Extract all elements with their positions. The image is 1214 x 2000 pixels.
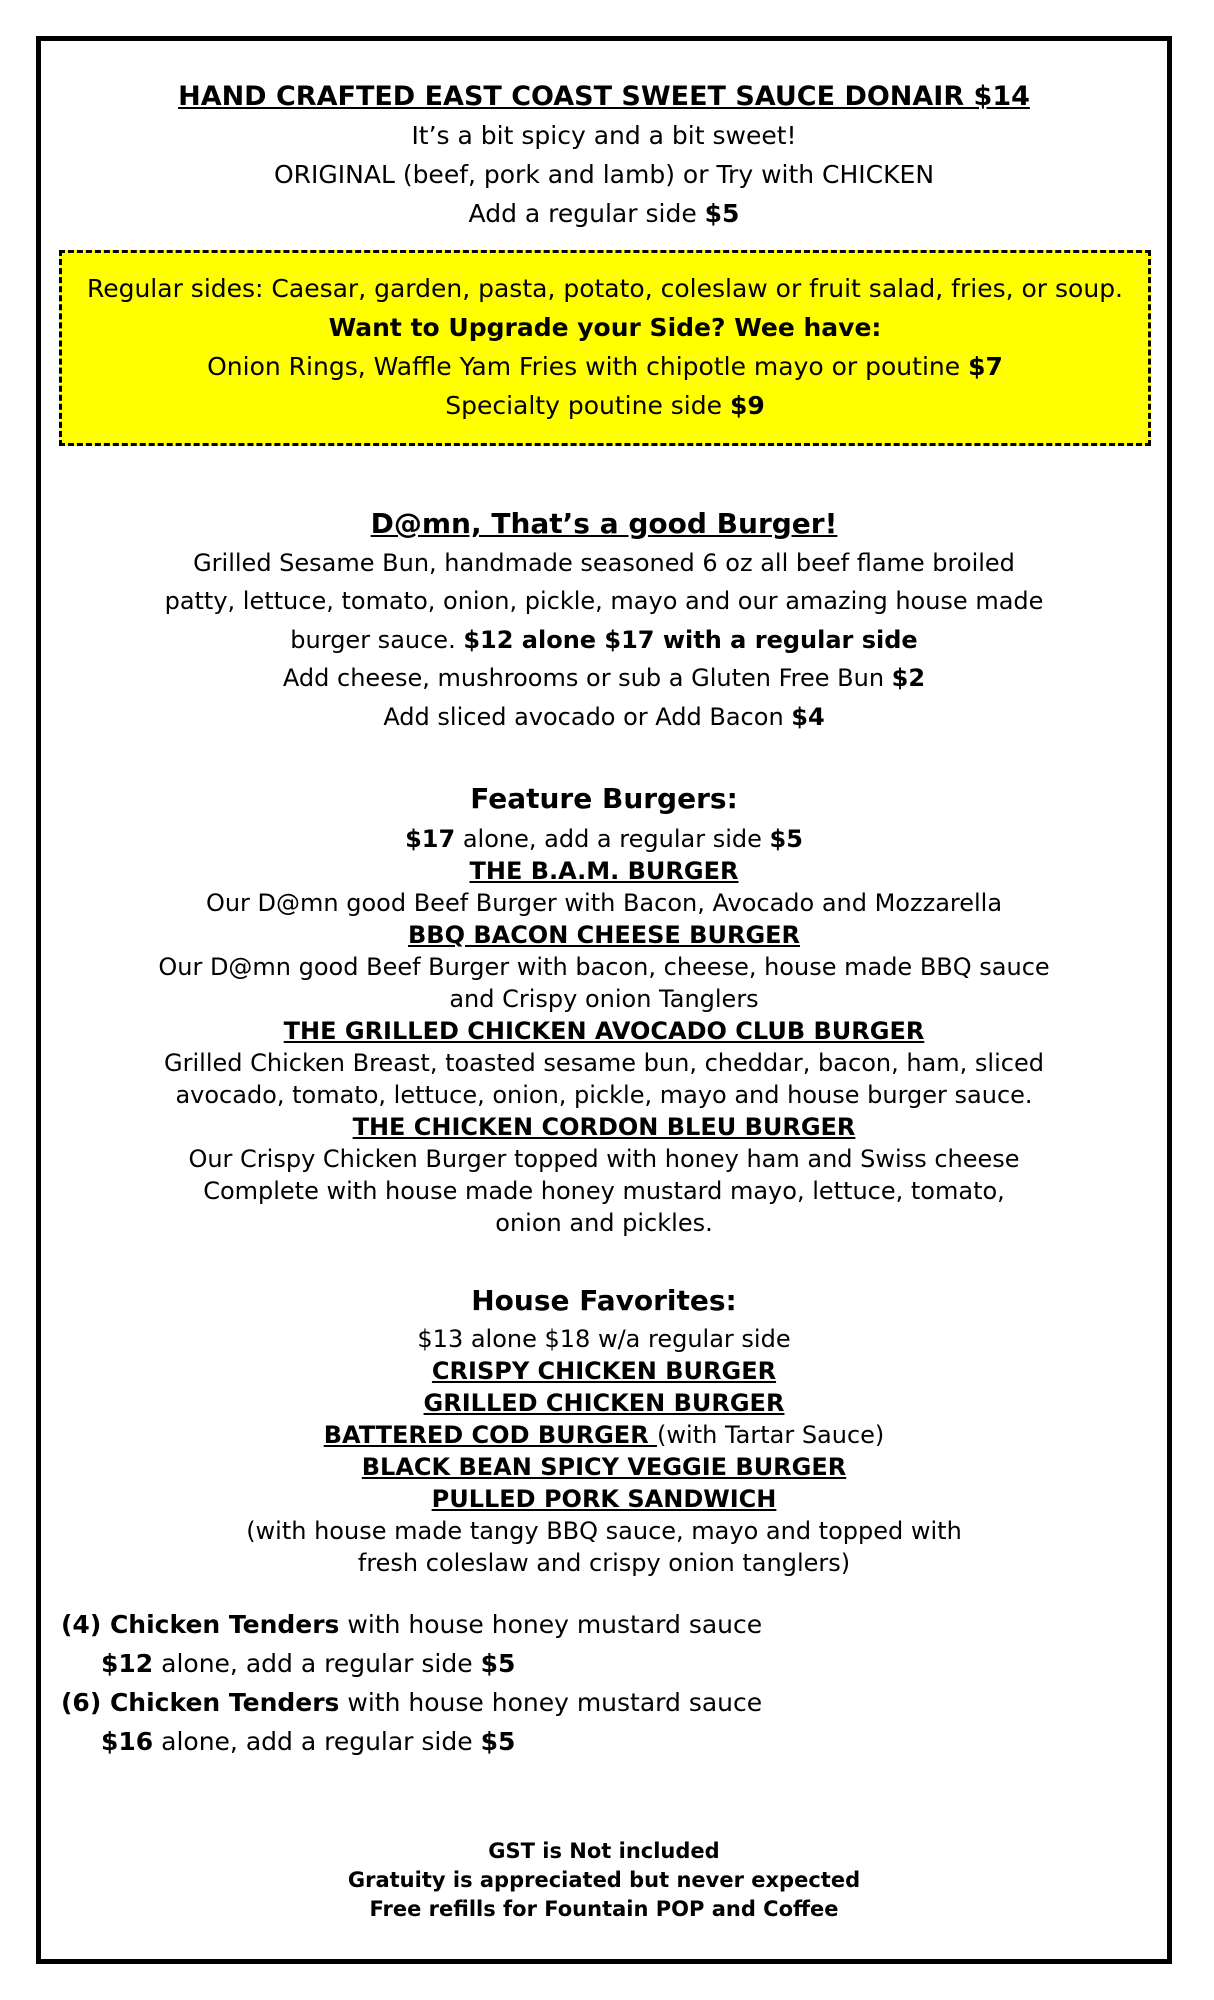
upgrade-price: $7: [968, 352, 1003, 381]
house-item-cod: BATTERED COD BURGER: [323, 1421, 658, 1449]
tenders-4-name: (4) Chicken Tenders: [61, 1610, 340, 1639]
feature-burgers-section: [41, 779, 1167, 1239]
menu-frame: [36, 36, 1172, 1964]
house-item-grilled-chicken: GRILLED CHICKEN BURGER: [423, 1389, 785, 1417]
feature-item-desc: Our Crispy Chicken Burger topped with honey ham and Swiss cheese: [188, 1145, 1020, 1173]
donair-section: [41, 77, 1167, 233]
regular-sides-text: Regular sides: Caesar, garden, pasta, potato, coleslaw or fruit salad, fries, or soup.: [86, 274, 1124, 303]
specialty-price: $9: [729, 391, 765, 420]
tenders-6-price: $16: [101, 1727, 154, 1756]
burger-price: $12 alone $17 with a regular side: [463, 625, 918, 654]
tenders-6-side-text: alone, add a regular side: [153, 1727, 481, 1756]
house-item-cod-note: (with Tartar Sauce): [657, 1421, 885, 1449]
burger-addon-1: [41, 659, 1167, 698]
upgrade-line: [62, 347, 1148, 386]
footer-gst: GST is Not included: [488, 1839, 720, 1863]
burger-addon-2: [41, 698, 1167, 737]
donair-side-line: [41, 194, 1167, 233]
feature-side-price: $5: [769, 825, 803, 853]
tenders-6-price-line: [61, 1722, 762, 1761]
tenders-4-desc: with house honey mustard sauce: [339, 1610, 763, 1639]
house-price-line: $13 alone $18 w/a regular side: [417, 1325, 791, 1353]
house-item-crispy-chicken: CRISPY CHICKEN BURGER: [431, 1357, 777, 1385]
feature-item-desc: and Crispy onion Tanglers: [449, 985, 759, 1013]
donair-side-price: $5: [704, 199, 740, 228]
burger-desc-2: patty, lettuce, tomato, onion, pickle, mayo and our amazing house made: [164, 587, 1044, 615]
tenders-4-side-price: $5: [480, 1649, 516, 1678]
tenders-4-line: [61, 1605, 762, 1644]
tenders-6-side-price: $5: [480, 1727, 516, 1756]
upgrade-heading: Want to Upgrade your Side? Wee have:: [328, 313, 882, 342]
specialty-text: Specialty poutine side: [445, 391, 730, 420]
donair-tagline: It’s a bit spicy and a bit sweet!: [411, 121, 797, 150]
footer-refills: Free refills for Fountain POP and Coffee: [369, 1897, 839, 1921]
feature-item-desc: onion and pickles.: [495, 1209, 713, 1237]
feature-price-line: [41, 823, 1167, 855]
sides-box: [59, 250, 1151, 446]
house-item-cod-line: [41, 1419, 1167, 1451]
donair-title: HAND CRAFTED EAST COAST SWEET SAUCE DONAIR $14: [178, 81, 1030, 112]
house-item-pulled-pork: PULLED PORK SANDWICH: [431, 1485, 777, 1513]
feature-item-name: BBQ BACON CHEESE BURGER: [407, 921, 801, 949]
tenders-4-side-text: alone, add a regular side: [153, 1649, 481, 1678]
footer-gratuity: Gratuity is appreciated but never expected: [347, 1868, 861, 1892]
tenders-4-price-line: [61, 1644, 762, 1683]
house-pulled-pork-note-2: fresh coleslaw and crispy onion tanglers): [357, 1549, 851, 1577]
burger-desc-3-text: burger sauce.: [290, 625, 464, 654]
burger-addon-2-text: Add sliced avocado or Add Bacon: [383, 702, 792, 731]
house-heading: House Favorites:: [471, 1284, 737, 1317]
donair-options: ORIGINAL (beef, pork and lamb) or Try with CHICKEN: [273, 160, 935, 189]
feature-item-desc: Grilled Chicken Breast, toasted sesame bun, cheddar, bacon, ham, sliced: [164, 1049, 1044, 1077]
feature-item-desc: Our D@mn good Beef Burger with Bacon, Avocado and Mozzarella: [205, 889, 1003, 917]
chicken-tenders-section: [61, 1605, 762, 1761]
upgrade-text: Onion Rings, Waffle Yam Fries with chipotle mayo or poutine: [207, 352, 969, 381]
burger-title: D@mn, That’s a good Burger!: [370, 507, 838, 540]
feature-item-desc: Complete with house made honey mustard mayo, lettuce, tomato,: [203, 1177, 1005, 1205]
burger-addon-2-price: $4: [791, 702, 825, 731]
tenders-6-line: [61, 1683, 762, 1722]
feature-heading: Feature Burgers:: [470, 782, 738, 815]
tenders-6-name: (6) Chicken Tenders: [61, 1688, 340, 1717]
feature-price-text: alone, add a regular side: [455, 825, 770, 853]
house-pulled-pork-note-1: (with house made tangy BBQ sauce, mayo and topped with: [246, 1517, 962, 1545]
feature-item-desc: Our D@mn good Beef Burger with bacon, cheese, house made BBQ sauce: [158, 953, 1050, 981]
tenders-4-price: $12: [101, 1649, 154, 1678]
feature-price: $17: [405, 825, 456, 853]
specialty-line: [62, 386, 1148, 425]
feature-item-desc: avocado, tomato, lettuce, onion, pickle, mayo and house burger sauce.: [175, 1081, 1033, 1109]
feature-items-list: [41, 855, 1167, 1239]
burger-addon-1-price: $2: [891, 664, 926, 692]
burger-section: [41, 505, 1167, 736]
tenders-6-desc: with house honey mustard sauce: [339, 1688, 763, 1717]
feature-item-name: THE B.A.M. BURGER: [469, 857, 739, 885]
house-item-veggie: BLACK BEAN SPICY VEGGIE BURGER: [361, 1453, 847, 1481]
house-favorites-section: [41, 1281, 1167, 1579]
burger-addon-1-text: Add cheese, mushrooms or sub a Gluten Free Bun: [282, 664, 892, 692]
footer-notes: [41, 1837, 1167, 1924]
feature-item-name: THE GRILLED CHICKEN AVOCADO CLUB BURGER: [283, 1017, 925, 1045]
burger-desc-1: Grilled Sesame Bun, handmade seasoned 6 oz all beef flame broiled: [193, 548, 1015, 577]
burger-desc-3: [41, 621, 1167, 660]
donair-side-text: Add a regular side: [468, 199, 705, 228]
feature-item-name: THE CHICKEN CORDON BLEU BURGER: [352, 1113, 856, 1141]
